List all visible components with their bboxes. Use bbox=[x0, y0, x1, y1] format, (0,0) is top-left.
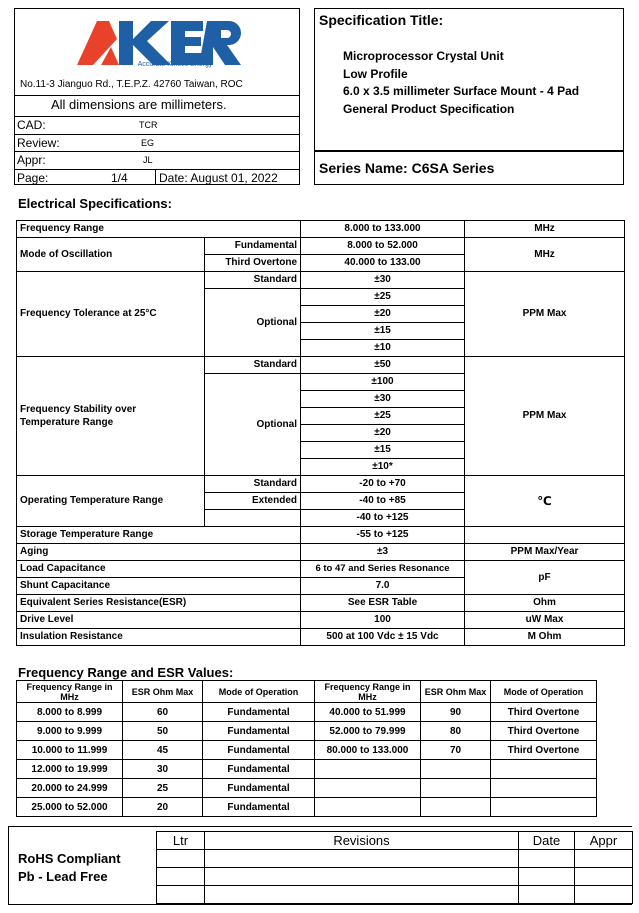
stability-option: ±10* bbox=[301, 459, 465, 476]
stability-standard-value: ±50 bbox=[301, 357, 465, 374]
table-row bbox=[17, 798, 597, 817]
esr-cell bbox=[315, 760, 421, 779]
table-row bbox=[17, 561, 625, 578]
esr-cell: 80.000 to 133.000 bbox=[315, 741, 421, 760]
footer-divider bbox=[8, 826, 632, 827]
footer-left-border bbox=[8, 826, 9, 904]
shunt-cap-label: Shunt Capacitance bbox=[17, 578, 301, 595]
electrical-spec-table bbox=[16, 220, 625, 646]
spec-line-2: Low Profile bbox=[343, 67, 408, 81]
esr-cell: Third Overtone bbox=[491, 741, 597, 760]
stability-standard-label: Standard bbox=[205, 357, 301, 374]
tolerance-optional-label: Optional bbox=[205, 289, 301, 357]
esr-cell: 20 bbox=[123, 798, 203, 817]
esr-cell bbox=[491, 798, 597, 817]
esr-cell: 52.000 to 79.999 bbox=[315, 722, 421, 741]
esr-table-title: Frequency Range and ESR Values: bbox=[18, 665, 234, 680]
operating-blank bbox=[205, 510, 301, 527]
aging-value: ±3 bbox=[301, 544, 465, 561]
load-cap-label: Load Capacitance bbox=[17, 561, 301, 578]
table-row bbox=[157, 868, 633, 886]
esr-cell: 40.000 to 51.999 bbox=[315, 703, 421, 722]
table-row bbox=[17, 703, 597, 722]
esr-cell: Fundamental bbox=[203, 760, 315, 779]
rev-header-revisions: Revisions bbox=[205, 832, 519, 850]
mode-value-fundamental: 8.000 to 52.000 bbox=[301, 238, 465, 255]
esr-cell: 8.000 to 8.999 bbox=[17, 703, 123, 722]
mode-value-overtone: 40.000 to 133.00 bbox=[301, 255, 465, 272]
esr-cell: 90 bbox=[421, 703, 491, 722]
table-row bbox=[17, 612, 625, 629]
stability-option: ±30 bbox=[301, 391, 465, 408]
esr-cell: Fundamental bbox=[203, 741, 315, 760]
tolerance-standard-label: Standard bbox=[205, 272, 301, 289]
mode-sub-fundamental: Fundamental bbox=[205, 238, 301, 255]
mode-sub-overtone: Third Overtone bbox=[205, 255, 301, 272]
footer-divider bbox=[8, 904, 632, 905]
esr-cell: 70 bbox=[421, 741, 491, 760]
lead-free: Pb - Lead Free bbox=[18, 869, 108, 884]
stability-option: ±15 bbox=[301, 442, 465, 459]
stability-label-line1: Frequency Stability over bbox=[20, 404, 137, 415]
stability-unit: PPM Max bbox=[465, 357, 625, 476]
cad-value: TCR bbox=[139, 120, 158, 130]
operating-unit: ℃ bbox=[465, 476, 625, 527]
storage-unit bbox=[465, 527, 625, 544]
drive-label: Drive Level bbox=[17, 612, 301, 629]
electrical-title: Electrical Specifications: bbox=[18, 196, 172, 211]
storage-label: Storage Temperature Range bbox=[17, 527, 301, 544]
rev-header-date: Date bbox=[519, 832, 575, 850]
esr-cell bbox=[315, 798, 421, 817]
freq-range-value: 8.000 to 133.000 bbox=[301, 221, 465, 238]
operating-label: Operating Temperature Range bbox=[17, 476, 205, 527]
esr-header-freq: Frequency Range in MHz bbox=[315, 681, 421, 703]
issue-date: Date: August 01, 2022 bbox=[159, 171, 278, 185]
revision-table bbox=[156, 831, 633, 904]
drive-unit: uW Max bbox=[465, 612, 625, 629]
appr-value: JL bbox=[143, 155, 153, 165]
operating-extended-value: -40 to +85 bbox=[301, 493, 465, 510]
stability-option: ±100 bbox=[301, 374, 465, 391]
company-block bbox=[14, 8, 300, 185]
esr-cell: Fundamental bbox=[203, 779, 315, 798]
esr-cell: Fundamental bbox=[203, 722, 315, 741]
tolerance-option: ±25 bbox=[301, 289, 465, 306]
insulation-value: 500 at 100 Vdc ± 15 Vdc bbox=[301, 629, 465, 646]
review-label: Review: bbox=[17, 136, 60, 150]
esr-unit: Ohm bbox=[465, 595, 625, 612]
table-row bbox=[17, 741, 597, 760]
tolerance-option: ±15 bbox=[301, 323, 465, 340]
rev-header-appr: Appr bbox=[575, 832, 633, 850]
storage-value: -55 to +125 bbox=[301, 527, 465, 544]
spec-line-1: Microprocessor Crystal Unit bbox=[343, 49, 504, 63]
esr-cell: Fundamental bbox=[203, 798, 315, 817]
spec-line-3: 6.0 x 3.5 millimeter Surface Mount - 4 Pad bbox=[343, 84, 580, 98]
rev-header-ltr: Ltr bbox=[157, 832, 205, 850]
esr-cell: Third Overtone bbox=[491, 722, 597, 741]
stability-label bbox=[17, 357, 205, 476]
mode-unit: MHz bbox=[465, 238, 625, 272]
stability-label-line2: Temperature Range bbox=[20, 417, 114, 428]
spec-title-block bbox=[314, 8, 624, 151]
appr-label: Appr: bbox=[17, 153, 46, 167]
esr-cell: 30 bbox=[123, 760, 203, 779]
table-row bbox=[157, 832, 633, 850]
esr-cell bbox=[315, 779, 421, 798]
esr-cell: 25.000 to 52.000 bbox=[17, 798, 123, 817]
esr-header-ohm: ESR Ohm Max bbox=[421, 681, 491, 703]
esr-cell: 12.000 to 19.999 bbox=[17, 760, 123, 779]
esr-label: Equivalent Series Resistance(ESR) bbox=[17, 595, 301, 612]
series-name: Series Name: C6SA Series bbox=[319, 160, 495, 176]
table-row bbox=[17, 779, 597, 798]
mode-label: Mode of Oscillation bbox=[17, 238, 205, 272]
table-row bbox=[17, 527, 625, 544]
tolerance-unit: PPM Max bbox=[465, 272, 625, 357]
freq-range-label: Frequency Range bbox=[17, 221, 301, 238]
freq-range-unit: MHz bbox=[465, 221, 625, 238]
table-row bbox=[17, 544, 625, 561]
table-row bbox=[17, 595, 625, 612]
esr-value: See ESR Table bbox=[301, 595, 465, 612]
tolerance-standard-value: ±30 bbox=[301, 272, 465, 289]
tolerance-option: ±10 bbox=[301, 340, 465, 357]
table-row bbox=[17, 760, 597, 779]
esr-cell bbox=[491, 779, 597, 798]
shunt-cap-value: 7.0 bbox=[301, 578, 465, 595]
esr-cell: 9.000 to 9.999 bbox=[17, 722, 123, 741]
operating-standard-label: Standard bbox=[205, 476, 301, 493]
esr-cell: 80 bbox=[421, 722, 491, 741]
aging-unit: PPM Max/Year bbox=[465, 544, 625, 561]
esr-cell: 45 bbox=[123, 741, 203, 760]
esr-cell: 20.000 to 24.999 bbox=[17, 779, 123, 798]
operating-extended-label: Extended bbox=[205, 493, 301, 510]
esr-header-row bbox=[17, 681, 597, 703]
page-label: Page: bbox=[17, 171, 49, 185]
aging-label: Aging bbox=[17, 544, 301, 561]
table-row bbox=[17, 722, 597, 741]
table-row bbox=[17, 476, 625, 493]
table-row bbox=[17, 629, 625, 646]
spec-line-4: General Product Specification bbox=[343, 102, 515, 116]
insulation-label: Insulation Resistance bbox=[17, 629, 301, 646]
esr-header-ohm: ESR Ohm Max bbox=[123, 681, 203, 703]
brand-tagline: Accurate Kinetic Energy bbox=[137, 61, 213, 68]
table-row bbox=[157, 886, 633, 904]
load-cap-value: 6 to 47 and Series Resonance bbox=[301, 561, 465, 578]
esr-cell: 10.000 to 11.999 bbox=[17, 741, 123, 760]
company-address: No.11-3 Jianguo Rd., T.E.P.Z. 42760 Taiwan, ROC bbox=[20, 79, 243, 90]
cad-label: CAD: bbox=[17, 118, 46, 132]
esr-cell: 60 bbox=[123, 703, 203, 722]
table-row bbox=[17, 272, 625, 289]
stability-optional-label: Optional bbox=[205, 374, 301, 476]
drive-value: 100 bbox=[301, 612, 465, 629]
esr-cell bbox=[421, 760, 491, 779]
cap-unit: pF bbox=[465, 561, 625, 595]
review-value: EG bbox=[141, 138, 155, 148]
page-value: 1/4 bbox=[111, 171, 128, 185]
operating-standard-value: -20 to +70 bbox=[301, 476, 465, 493]
esr-values-table bbox=[16, 680, 597, 817]
spec-title-label: Specification Title: bbox=[319, 12, 444, 28]
esr-header-mode: Mode of Operation bbox=[203, 681, 315, 703]
stability-option: ±20 bbox=[301, 425, 465, 442]
dimensions-note: All dimensions are millimeters. bbox=[51, 97, 227, 112]
esr-cell: Third Overtone bbox=[491, 703, 597, 722]
series-block bbox=[314, 151, 624, 185]
tolerance-label: Frequency Tolerance at 25°C bbox=[17, 272, 205, 357]
esr-cell bbox=[491, 760, 597, 779]
esr-cell: Fundamental bbox=[203, 703, 315, 722]
esr-header-mode: Mode of Operation bbox=[491, 681, 597, 703]
table-row bbox=[17, 357, 625, 374]
esr-cell: 50 bbox=[123, 722, 203, 741]
stability-option: ±25 bbox=[301, 408, 465, 425]
table-row bbox=[17, 238, 625, 255]
tolerance-option: ±20 bbox=[301, 306, 465, 323]
table-row bbox=[17, 221, 625, 238]
esr-cell bbox=[421, 798, 491, 817]
esr-header-freq: Frequency Range in MHz bbox=[17, 681, 123, 703]
insulation-unit: M Ohm bbox=[465, 629, 625, 646]
table-row bbox=[157, 850, 633, 868]
rohs-compliant: RoHS Compliant bbox=[18, 851, 121, 866]
esr-cell: 25 bbox=[123, 779, 203, 798]
esr-cell bbox=[421, 779, 491, 798]
operating-wide-value: -40 to +125 bbox=[301, 510, 465, 527]
